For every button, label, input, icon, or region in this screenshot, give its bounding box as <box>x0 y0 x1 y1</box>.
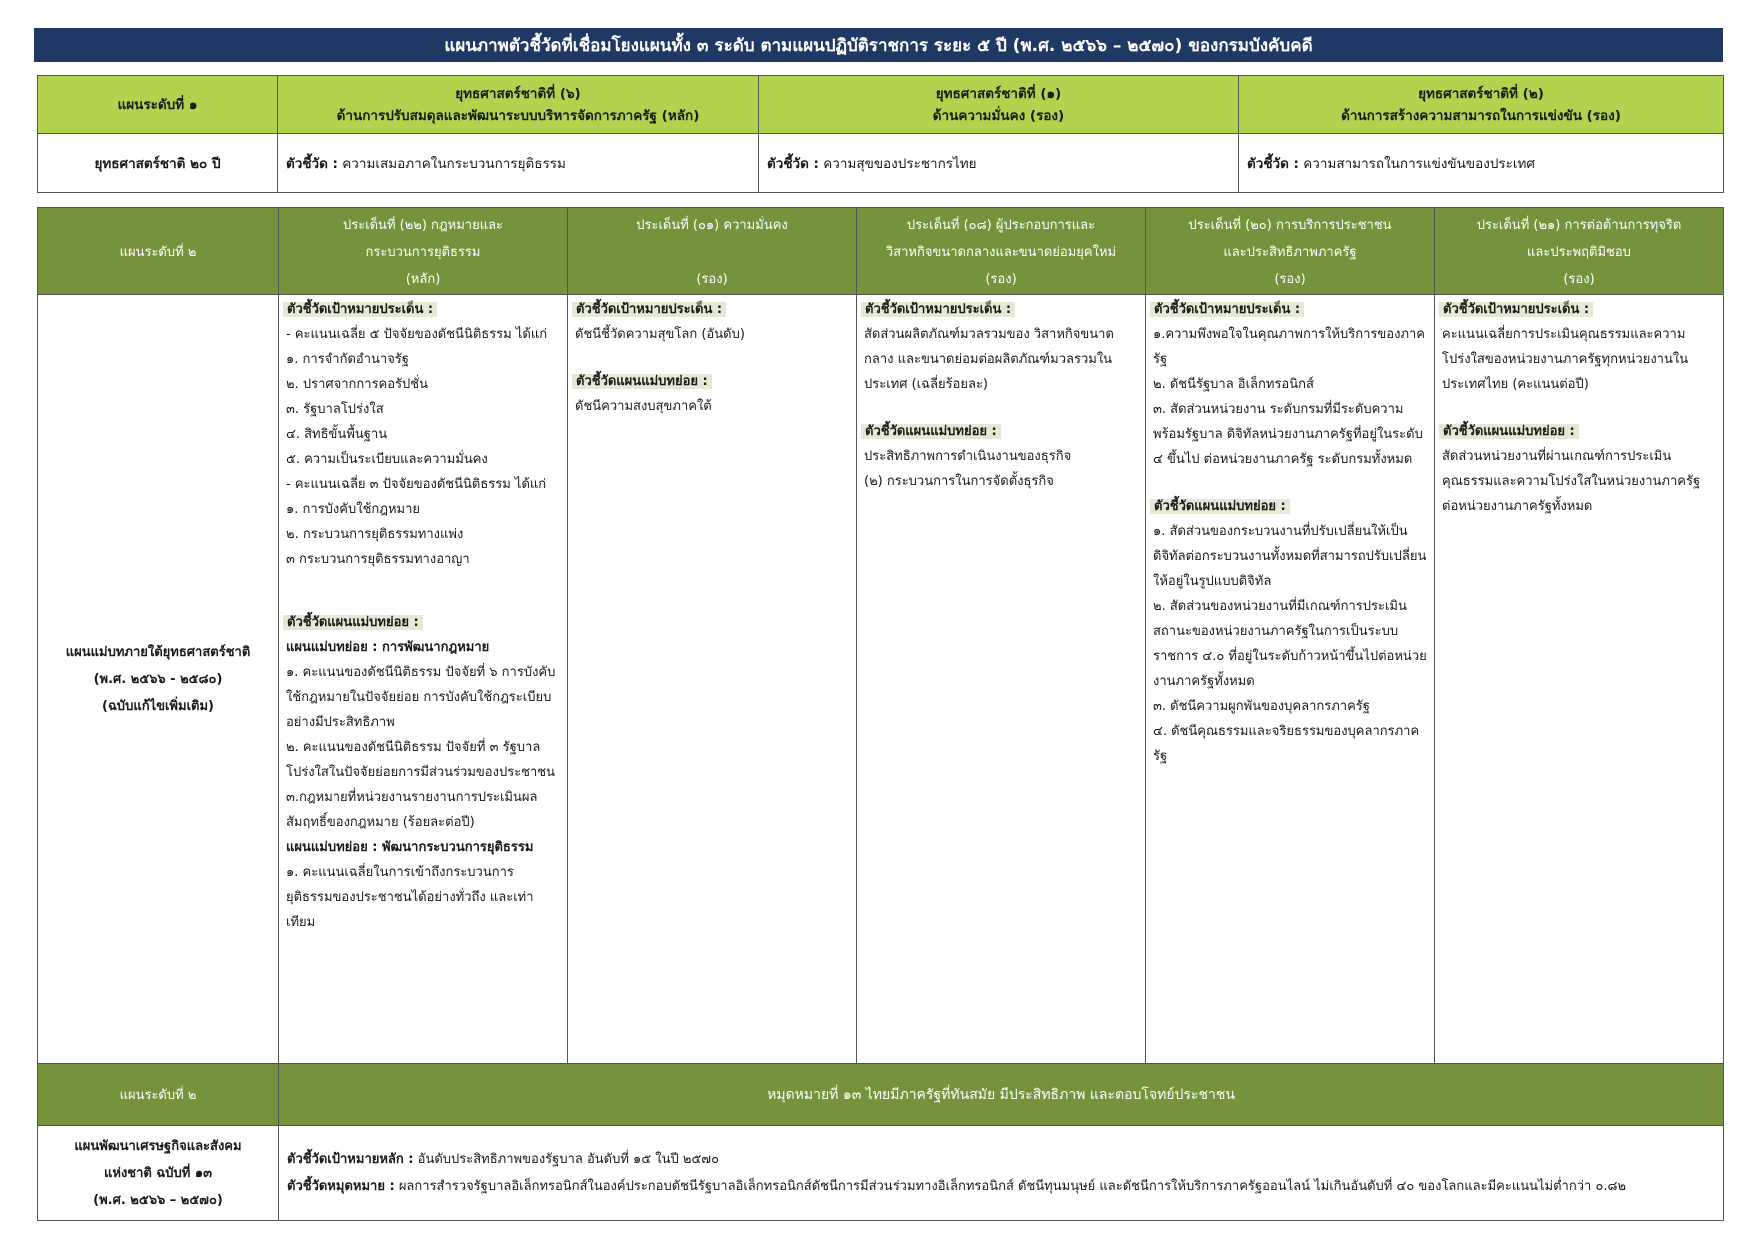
sub-plan-label: ตัวชี้วัดแผนแม่บทย่อย : <box>283 615 423 630</box>
list-item: ๒. กระบวนการยุติธรรมทางแพ่ง <box>286 527 464 542</box>
list-item: ๒. ปราศจากการคอรัปชั่น <box>286 377 429 392</box>
level1-header-label: แผนระดับที่ ๑ <box>38 76 278 134</box>
sub-plan-label: ตัวชี้วัดแผนแม่บทย่อย : <box>1439 424 1579 439</box>
issue-header-01: ประเด็นที่ (๐๑) ความมั่นคง (รอง) <box>568 208 857 295</box>
list-item: สัดส่วนหน่วยงานที่ผ่านเกณฑ์การประเมินคุณธรรมและความโปร่งใสในหน่วยงานภาครัฐ ต่อหน่วยงานภาครัฐทั้งหมด <box>1442 449 1701 514</box>
list-item: ๒. ดัชนีรัฐบาล อิเล็กทรอนิกส์ <box>1153 377 1314 392</box>
list-item: ๓.กฎหมายที่หน่วยงานรายงานการประเมินผลสัมฤทธิ์ของกฎหมาย (ร้อยละต่อปี) <box>286 790 538 830</box>
strategy-header-2: ยุทธศาสตร์ชาติที่ (๑) ด้านความมั่นคง (รอง) <box>759 76 1239 134</box>
page-title: แผนภาพตัวชี้วัดที่เชื่อมโยงแผนทั้ง ๓ ระดับ ตามแผนปฏิบัติราชการ ระยะ ๕ ปี (พ.ศ. ๒๕๖๖ – ๒๕๗๐) ของกรมบังคับคดี <box>34 28 1723 62</box>
strategy-header-1: ยุทธศาสตร์ชาติที่ (๖) ด้านการปรับสมดุลและพัฒนาระบบบริหารจัดการภาครัฐ (หลัก) <box>278 76 759 134</box>
list-item: ๓ กระบวนการยุติธรรมทางอาญา <box>286 552 470 567</box>
strategy-indicator-3: ตัวชี้วัด : ความสามารถในการแข่งขันของประเทศ <box>1239 134 1724 193</box>
issue-header-08: ประเด็นที่ (๐๘) ผู้ประกอบการและ วิสาหกิจขนาดกลางและขนาดย่อมยุคใหม่ (รอง) <box>857 208 1146 295</box>
level2b-row-label: แผนพัฒนาเศรษฐกิจและสังคม แห่งชาติ ฉบับที่ ๑๓ (พ.ศ. ๒๕๖๖ – ๒๕๗๐) <box>38 1126 279 1221</box>
issue-header-22: ประเด็นที่ (๒๒) กฎหมายและ กระบวนการยุติธรรม (หลัก) <box>279 208 568 295</box>
list-item: ๒. สัดส่วนของหน่วยงานที่มีเกณฑ์การประเมินสถานะของหน่วยงานภาครัฐในการเป็นระบบราชการ ๔.๐ ที่อยู่ในระดับก้าวหน้าขึ้นไปต่อหน่วยงานภาครัฐทั้งหมด <box>1153 599 1427 689</box>
strategy-indicator-2: ตัวชี้วัด : ความสุขของประชากรไทย <box>759 134 1239 193</box>
target-label: ตัวชี้วัดเป้าหมายประเด็น : <box>283 302 437 317</box>
issue-header-20: ประเด็นที่ (๒๐) การบริการประชาชน และประสิทธิภาพภาครัฐ (รอง) <box>1146 208 1435 295</box>
issue-01-content <box>568 295 857 1064</box>
issue-20-content <box>1146 295 1435 1064</box>
strategy-indicator-1: ตัวชี้วัด : ความเสมอภาคในกระบวนการยุติธรรม <box>278 134 759 193</box>
issue-22-content <box>279 295 568 1064</box>
sub-plan-title: แผนแม่บทย่อย : การพัฒนากฎหมาย <box>286 640 490 655</box>
milestone-title: หมุดหมายที่ ๑๓ ไทยมีภาครัฐที่ทันสมัย มีประสิทธิภาพ และตอบโจทย์ประชาชน <box>279 1064 1724 1126</box>
list-item: ดัชนีความสงบสุขภาคใต้ <box>575 399 712 414</box>
list-item: ดัชนีชี้วัดความสุขโลก (อันดับ) <box>575 327 745 342</box>
sub-plan-label: ตัวชี้วัดแผนแม่บทย่อย : <box>1150 499 1290 514</box>
list-item: ๑. คะแนนเฉลี่ยในการเข้าถึงกระบวนการยุติธรรมของประชาชนได้อย่างทั่วถึง และเท่าเทียม <box>286 865 534 930</box>
list-item: ๓. ดัชนีความผูกพันของบุคลากรภาครัฐ <box>1153 699 1370 714</box>
list-item: - คะแนนเฉลี่ย ๓ ปัจจัยของดัชนีนิติธรรม ได้แก่ <box>286 477 547 492</box>
issue-header-21: ประเด็นที่ (๒๑) การต่อต้านการทุจริต และประพฤติมิชอบ (รอง) <box>1435 208 1724 295</box>
list-item: ๒. คะแนนของดัชนีนิติธรรม ปัจจัยที่ ๓ รัฐบาลโปร่งใสในปัจจัยย่อยการมีส่วนร่วมของประชาชน <box>286 740 556 780</box>
level2-table <box>37 207 1724 1221</box>
issue-21-content <box>1435 295 1724 1064</box>
list-item: ๑. คะแนนของดัชนีนิติธรรม ปัจจัยที่ ๖ การบังคับใช้กฎหมายในปัจจัยย่อย การบังคับใช้กฎระเบียบอย่างมีประสิทธิภาพ <box>286 665 556 730</box>
sub-plan-title: แผนแม่บทย่อย : พัฒนากระบวนการยุติธรรม <box>286 840 534 855</box>
list-item: ๓. สัดส่วนหน่วยงาน ระดับกรมที่มีระดับความพร้อมรัฐบาล ดิจิทัลหน่วยงานภาครัฐที่อยู่ในระดับ ๔ ขึ้นไป ต่อหน่วยงานภาครัฐ ระดับกรมทั้งหมด <box>1153 402 1423 467</box>
issue-08-content <box>857 295 1146 1064</box>
list-item: ๕. ความเป็นระเบียบและความมั่นคง <box>286 452 488 467</box>
list-item: ๑. การจำกัดอำนาจรัฐ <box>286 352 409 367</box>
list-item: ๑. การบังคับใช้กฎหมาย <box>286 502 421 517</box>
level1-row-label: ยุทธศาสตร์ชาติ ๒๐ ปี <box>38 134 278 193</box>
list-item: ๑.ความพึงพอใจในคุณภาพการให้บริการของภาครัฐ <box>1153 327 1426 367</box>
list-item: (๒) กระบวนการในการจัดตั้งธุรกิจ <box>864 474 1054 489</box>
level1-table <box>37 75 1724 193</box>
list-item: ๔. สิทธิขั้นพื้นฐาน <box>286 427 388 442</box>
list-item: สัดส่วนผลิตภัณฑ์มวลรวมของ วิสาหกิจขนาดกลาง และขนาดย่อมต่อผลิตภัณฑ์มวลรวมในประเทศ (เฉลี่ยร้อยละ) <box>864 327 1114 392</box>
list-item: - คะแนนเฉลี่ย ๕ ปัจจัยของดัชนีนิติธรรม ได้แก่ <box>286 327 548 342</box>
sub-plan-label: ตัวชี้วัดแผนแม่บทย่อย : <box>572 374 712 389</box>
sub-plan-label: ตัวชี้วัดแผนแม่บทย่อย : <box>861 424 1001 439</box>
target-label: ตัวชี้วัดเป้าหมายประเด็น : <box>572 302 726 317</box>
milestone-indicators: ตัวชี้วัดเป้าหมายหลัก : อันดับประสิทธิภาพของรัฐบาล อันดับที่ ๑๕ ในปี ๒๕๗๐ ตัวชี้วัดหมุดหมาย : ผลการสำรวจรัฐบาลอิเล็กทรอนิกส์ในองค์ประกอบดัชนีรัฐบาลอิเล็กทรอนิกส์ดัชนีการมีส่วนร่วมทางอิเล็กทรอนิกส์ ดัชนีทุนมนุษย์ และดัชนีการให้บริการภาครัฐออนไลน์ ไม่เกินอันดับที่ ๔๐ ของโลกและมีคะแนนไม่ต่ำกว่า ๐.๘๒ <box>279 1126 1724 1221</box>
level2-row-label: แผนแม่บทภายใต้ยุทธศาสตร์ชาติ (พ.ศ. ๒๕๖๖ - ๒๕๘๐) (ฉบับแก้ไขเพิ่มเติม) <box>38 295 279 1064</box>
target-label: ตัวชี้วัดเป้าหมายประเด็น : <box>1439 302 1593 317</box>
list-item: ประสิทธิภาพการดำเนินงานของธุรกิจ <box>864 449 1072 464</box>
level2b-header-label: แผนระดับที่ ๒ <box>38 1064 279 1126</box>
list-item: ๑. สัดส่วนของกระบวนงานที่ปรับเปลี่ยนให้เป็นดิจิทัลต่อกระบวนงานทั้งหมดที่สามารถปรับเปลี่ยนให้อยู่ในรูปแบบดิจิทัล <box>1153 524 1427 589</box>
target-label: ตัวชี้วัดเป้าหมายประเด็น : <box>1150 302 1304 317</box>
level2-header-label: แผนระดับที่ ๒ <box>38 208 279 295</box>
list-item: คะแนนเฉลี่ยการประเมินคุณธรรมและความโปร่งใสของหน่วยงานภาครัฐทุกหน่วยงานในประเทศไทย (คะแนนต่อปี) <box>1442 327 1689 392</box>
target-label: ตัวชี้วัดเป้าหมายประเด็น : <box>861 302 1015 317</box>
list-item: ๓. รัฐบาลโปร่งใส <box>286 402 384 417</box>
list-item: ๔. ดัชนีคุณธรรมและจริยธรรมของบุคลากรภาครัฐ <box>1153 724 1420 764</box>
strategy-header-3: ยุทธศาสตร์ชาติที่ (๒) ด้านการสร้างความสามารถในการแข่งขัน (รอง) <box>1239 76 1724 134</box>
